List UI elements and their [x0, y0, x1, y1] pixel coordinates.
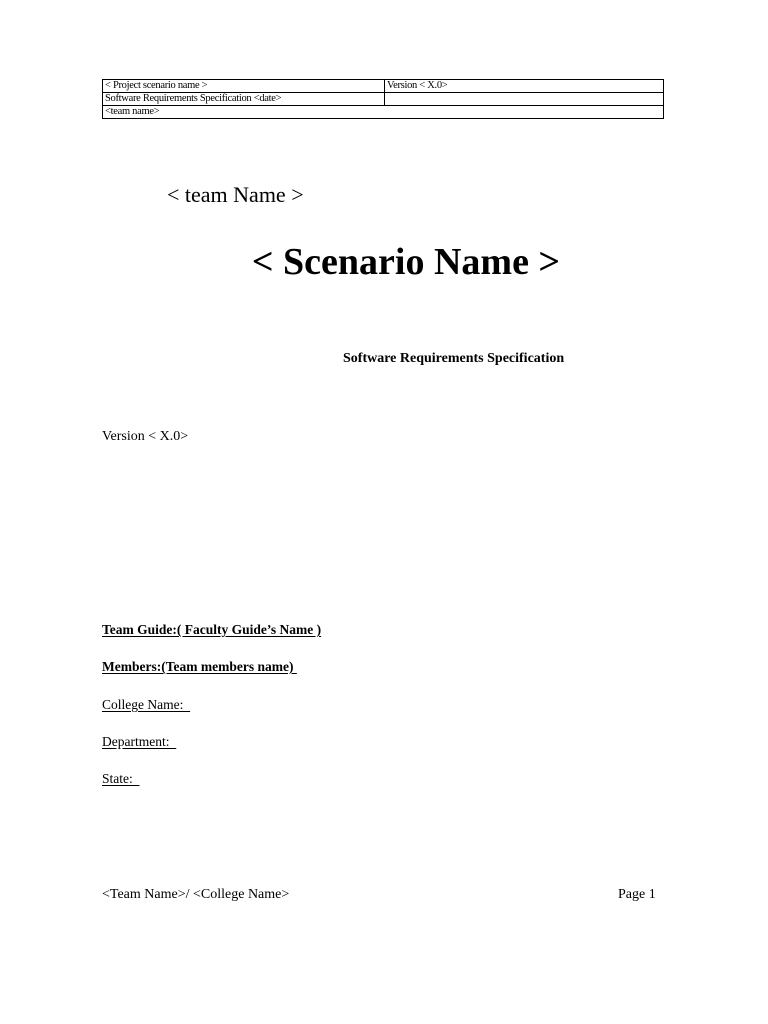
project-scenario-cell: < Project scenario name >	[103, 80, 385, 93]
version-cell: Version < X.0>	[385, 80, 664, 93]
header-row-3	[103, 106, 664, 119]
header-row-1	[103, 80, 664, 93]
header-row-2	[103, 93, 664, 106]
footer-team-college: <Team Name>/ <College Name>	[102, 887, 290, 902]
scenario-name-title: < Scenario Name >	[251, 241, 561, 283]
header-table	[102, 79, 664, 119]
state-field: State:	[102, 771, 140, 786]
college-name-field: College Name:	[102, 697, 191, 712]
team-name-heading: < team Name >	[167, 182, 304, 207]
srs-date-cell: Software Requirements Specification <date>	[103, 93, 385, 106]
members-field: Members:(Team members name)	[102, 659, 297, 674]
page-number: Page 1	[618, 887, 656, 902]
document-title: Software Requirements Specification	[343, 351, 565, 366]
team-name-cell: <team name>	[103, 106, 664, 119]
team-guide-field: Team Guide:( Faculty Guide’s Name )	[102, 622, 322, 637]
empty-cell	[385, 93, 664, 106]
version-label: Version < X.0>	[102, 429, 189, 444]
department-field: Department:	[102, 734, 177, 749]
